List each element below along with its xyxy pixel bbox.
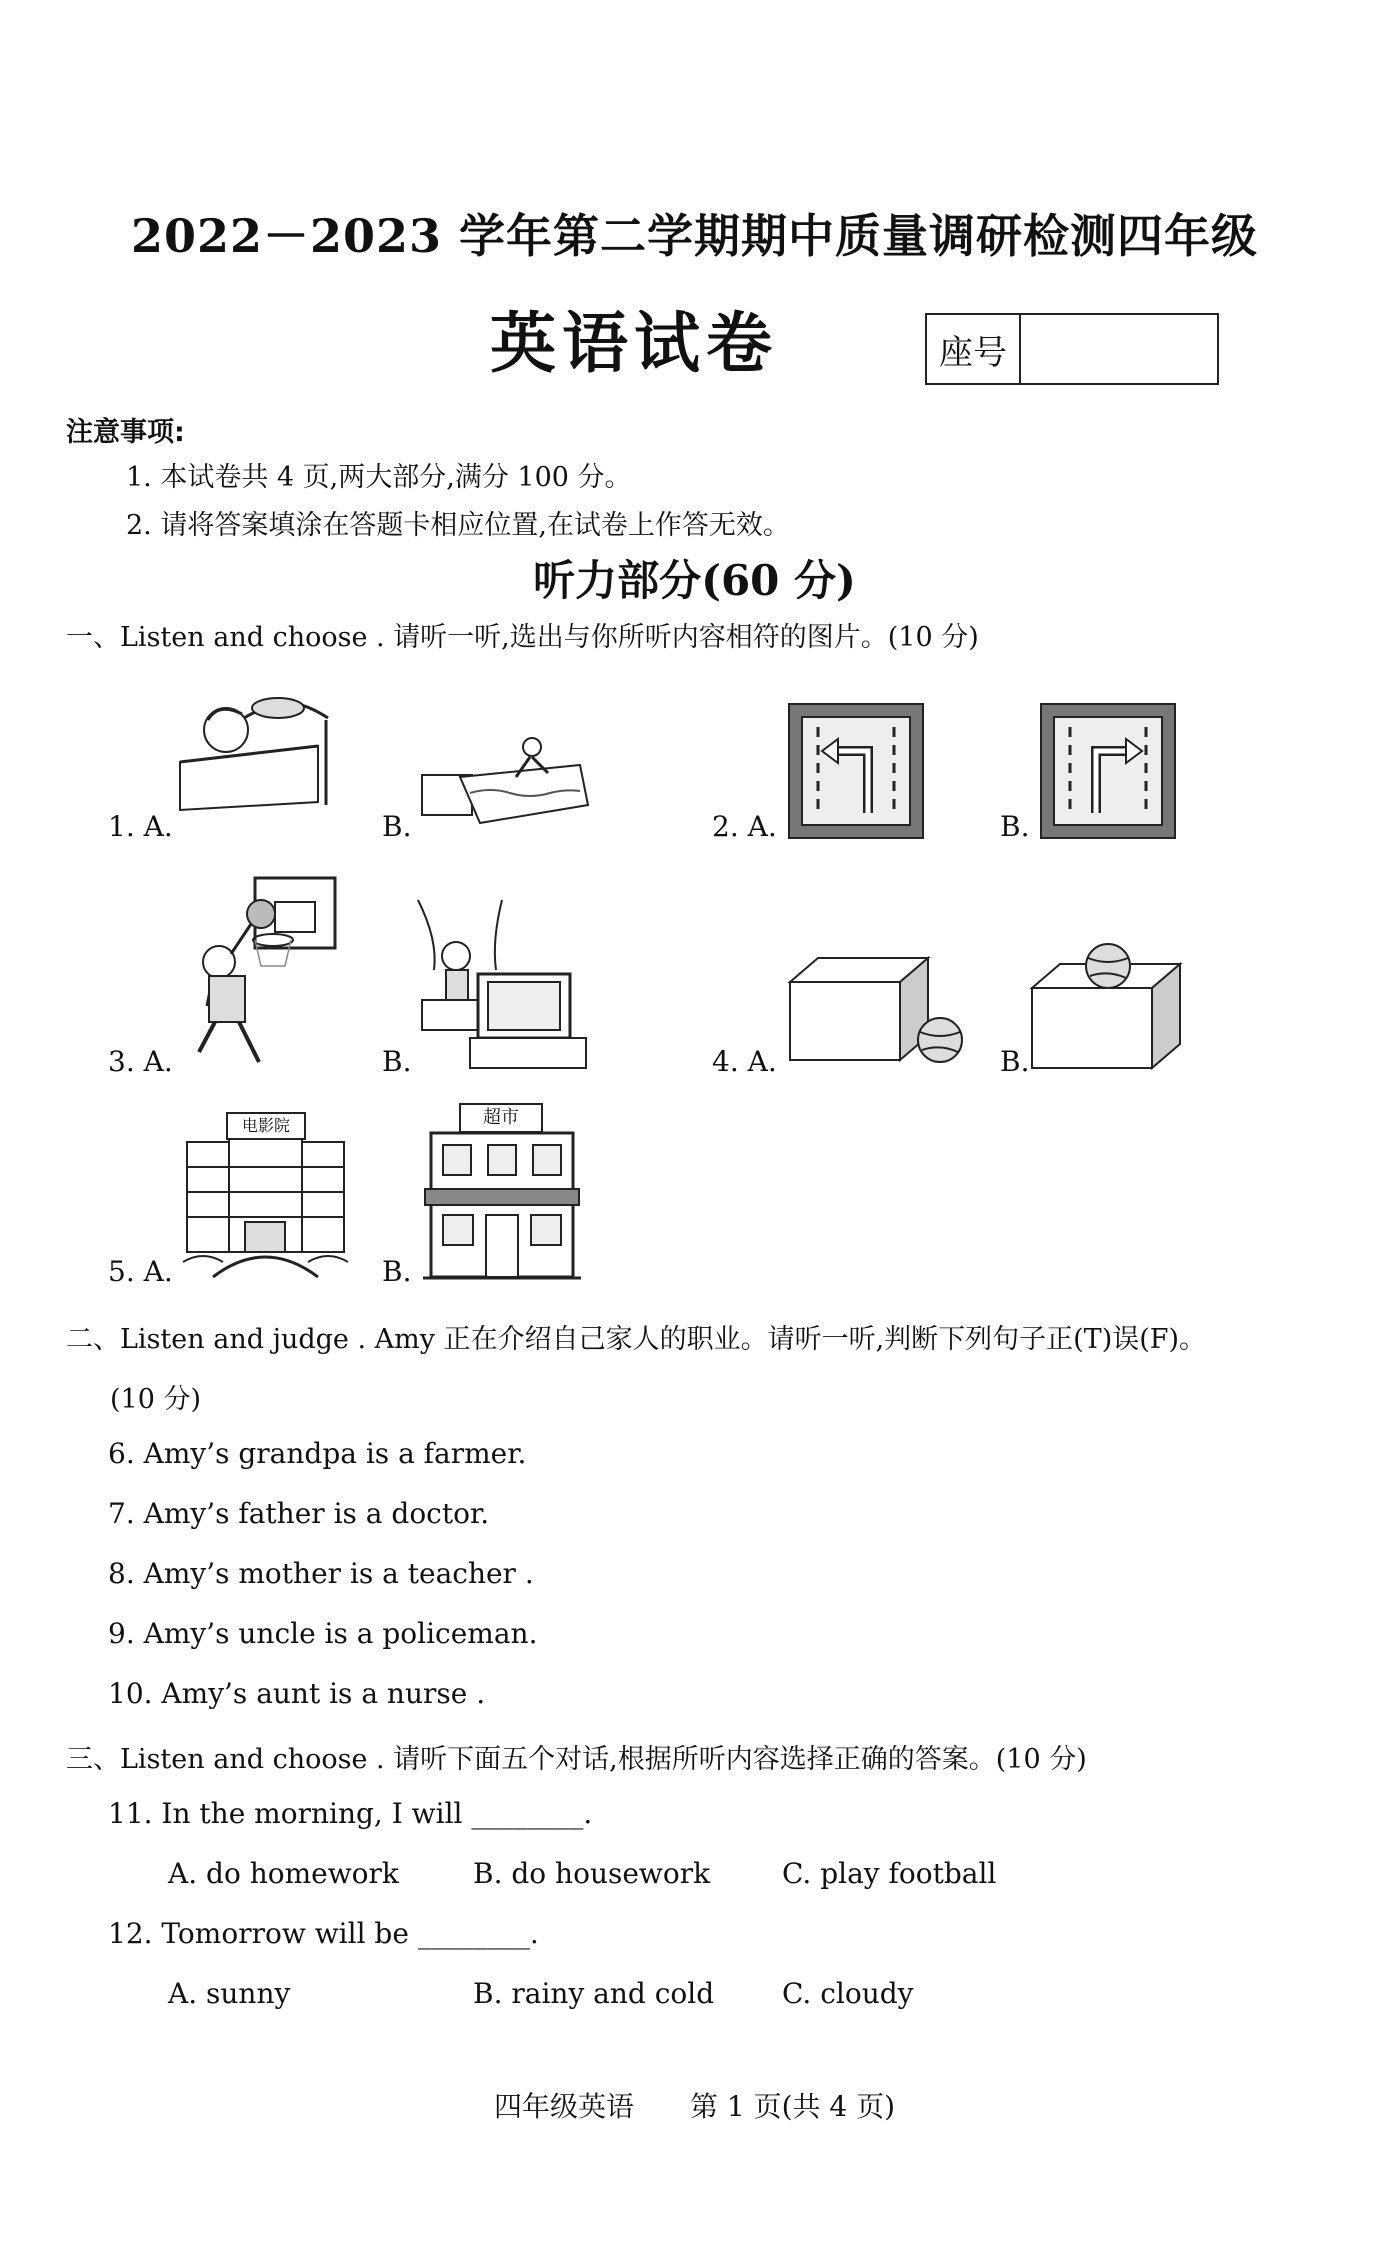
q11-stem: 11. In the morning, I will ________. <box>108 1797 593 1830</box>
q3-option-b-label: B. <box>382 1045 412 1078</box>
q5-option-a-label: 5. A. <box>108 1255 173 1288</box>
cinema-sign: 电影院 <box>226 1112 306 1140</box>
q11-option-a[interactable]: A. do homework <box>168 1857 399 1890</box>
basketball-image[interactable] <box>195 872 345 1072</box>
seat-number-field[interactable] <box>1021 315 1217 383</box>
notice-item-2: 2. 请将答案填涂在答题卡相应位置,在试卷上作答无效。 <box>126 510 790 541</box>
exam-title-line1: 2022－2023 学年第二学期期中质量调研检测四年级 <box>130 209 1259 263</box>
q1-option-b-label: B. <box>382 810 412 843</box>
turn-left-sign-image[interactable] <box>788 703 924 839</box>
turn-right-sign-image[interactable] <box>1040 703 1176 839</box>
q5-option-b-label: B. <box>382 1255 412 1288</box>
page-footer: 四年级英语 第 1 页(共 4 页) <box>493 2090 896 2123</box>
judge-item-8: 8. Amy’s mother is a teacher . <box>108 1557 534 1590</box>
section1-title: 一、Listen and choose . 请听一听,选出与你所听内容相符的图片。(10 分) <box>66 622 979 653</box>
section2-title: 二、Listen and judge . Amy 正在介绍自己家人的职业。请听一听,判断下列句子正(T)误(F)。 <box>66 1324 1207 1355</box>
listening-part-title: 听力部分(60 分) <box>533 556 856 605</box>
swimming-image[interactable] <box>420 735 590 830</box>
judge-item-9: 9. Amy’s uncle is a policeman. <box>108 1617 538 1650</box>
q3-option-a-label: 3. A. <box>108 1045 173 1078</box>
judge-item-7: 7. Amy’s father is a doctor. <box>108 1497 490 1530</box>
cinema-image[interactable] <box>183 1112 348 1280</box>
q4-option-a-label: 4. A. <box>712 1045 777 1078</box>
section2-points: (10 分) <box>110 1384 202 1415</box>
q11-option-c[interactable]: C. play football <box>782 1857 997 1890</box>
seat-number-label: 座号 <box>927 315 1021 383</box>
q12-stem: 12. Tomorrow will be ________. <box>108 1917 539 1950</box>
q2-option-b-label: B. <box>1000 810 1030 843</box>
q12-option-a[interactable]: A. sunny <box>168 1977 291 2010</box>
seat-number-box <box>925 313 1219 385</box>
ball-beside-box-image[interactable] <box>788 952 968 1067</box>
supermarket-sign: 超市 <box>459 1103 543 1133</box>
q12-option-b[interactable]: B. rainy and cold <box>473 1977 715 2010</box>
ball-on-box-image[interactable] <box>1030 938 1190 1073</box>
notice-heading: 注意事项: <box>66 417 185 448</box>
q2-option-a-label: 2. A. <box>712 810 777 843</box>
judge-item-6: 6. Amy’s grandpa is a farmer. <box>108 1437 527 1470</box>
supermarket-image[interactable] <box>423 1103 581 1280</box>
section3-title: 三、Listen and choose . 请听下面五个对话,根据所听内容选择正确的答案。(10 分) <box>66 1744 1087 1775</box>
high-jump-image[interactable] <box>178 690 348 810</box>
q11-option-b[interactable]: B. do housework <box>473 1857 711 1890</box>
q4-option-b-label: B. <box>1000 1045 1030 1078</box>
exam-title-line2: 英语试卷 <box>490 304 778 382</box>
watching-tv-image[interactable] <box>410 898 590 1073</box>
q12-option-c[interactable]: C. cloudy <box>782 1977 914 2010</box>
judge-item-10: 10. Amy’s aunt is a nurse . <box>108 1677 486 1710</box>
q1-option-a-label: 1. A. <box>108 810 173 843</box>
notice-item-1: 1. 本试卷共 4 页,两大部分,满分 100 分。 <box>126 462 632 493</box>
